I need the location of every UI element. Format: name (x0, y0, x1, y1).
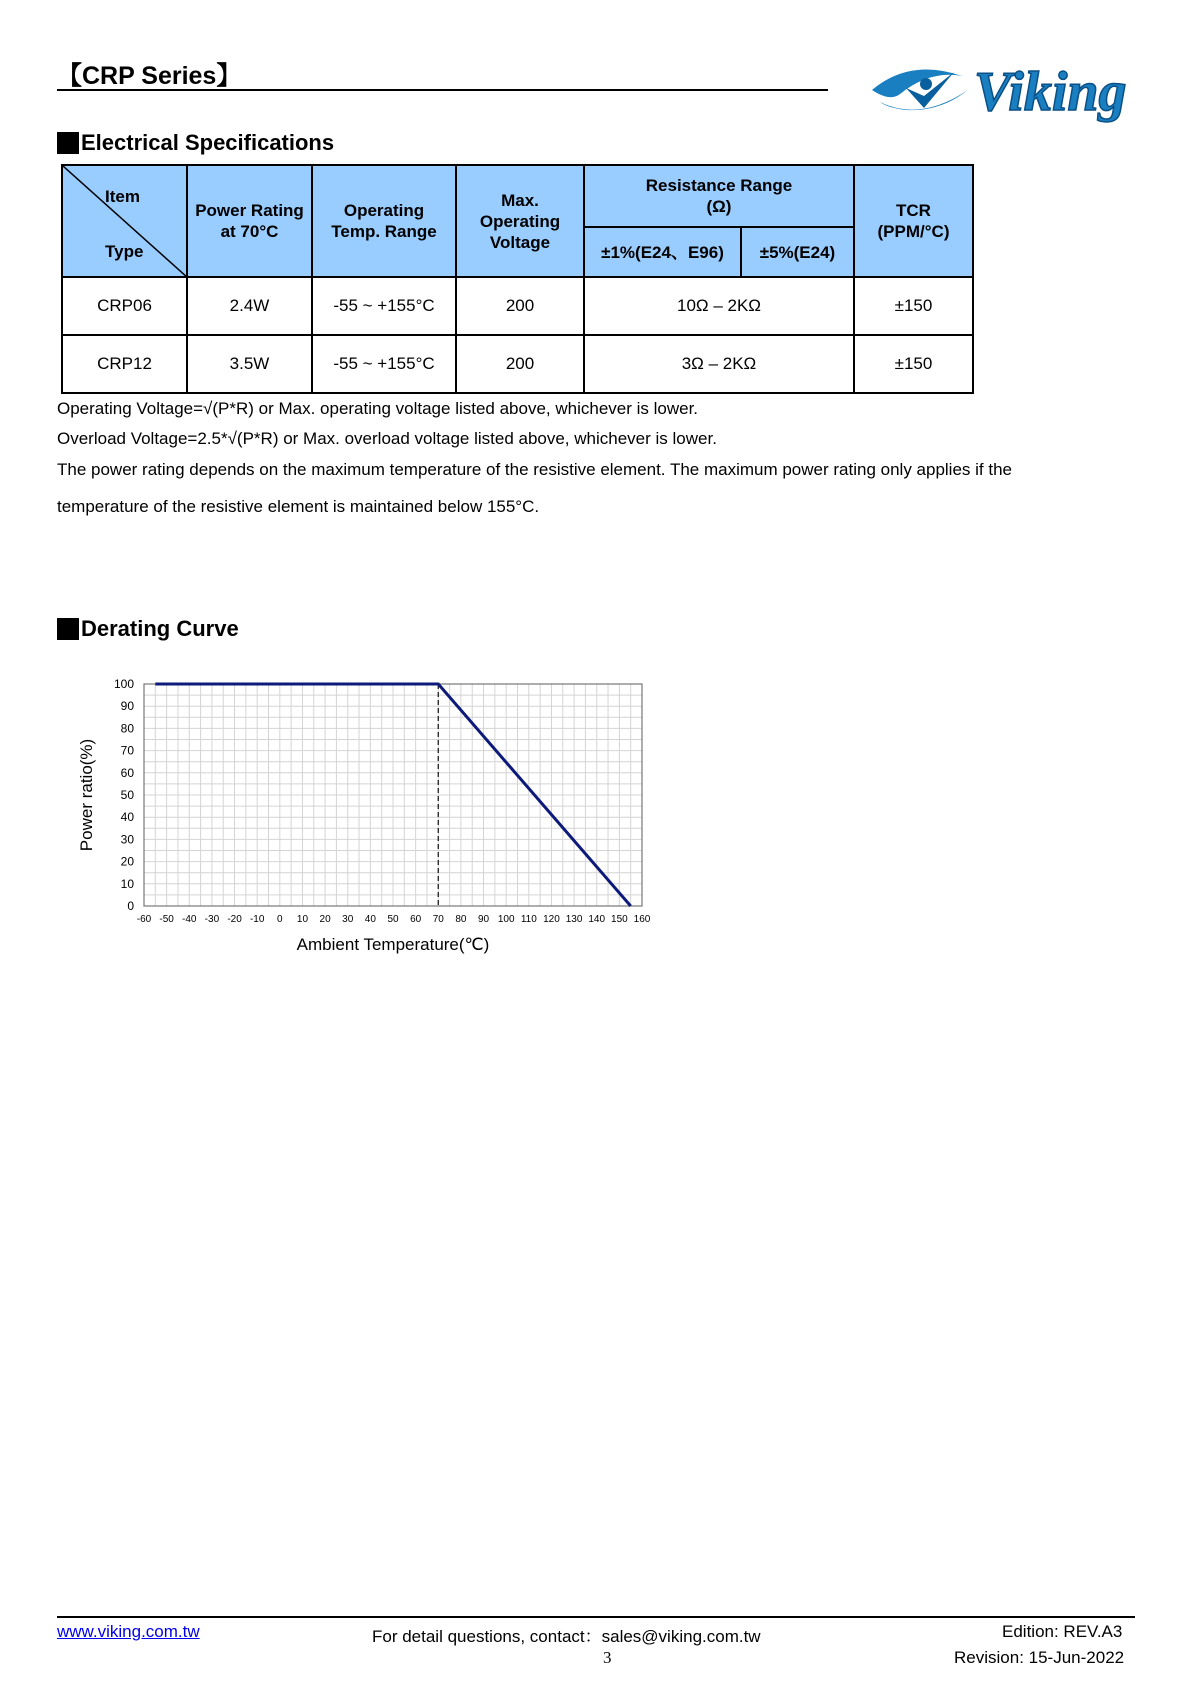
x-tick-label: 120 (543, 914, 560, 925)
x-tick-label: 0 (277, 914, 283, 925)
header-item-type (62, 165, 187, 277)
header-item: Item (105, 187, 140, 206)
y-tick-label: 10 (120, 876, 134, 891)
electrical-section-title: Electrical Specifications (57, 130, 334, 156)
x-axis-label: Ambient Temperature(℃) (296, 935, 490, 954)
cell-tcr: ±150 (854, 277, 973, 335)
header-rule (57, 89, 828, 91)
note-power-rating: The power rating depends on the maximum temperature of the resistive element. The maximum power rating only applies if the (57, 460, 1012, 479)
cell-voltage: 200 (456, 335, 584, 393)
page-number: 3 (603, 1648, 612, 1667)
header-temp-range: Operating Temp. Range (312, 165, 456, 277)
note-operating-voltage: Operating Voltage=√(P*R) or Max. operating voltage listed above, whichever is lower. (57, 399, 699, 418)
edition-text: Edition: REV.A3 (1002, 1622, 1123, 1641)
x-tick-label: -10 (249, 914, 265, 925)
y-tick-label: 20 (120, 854, 134, 869)
x-tick-label: 30 (342, 914, 354, 925)
header-power-rating: Power Rating at 70°C (187, 165, 312, 277)
y-tick-label: 80 (120, 721, 134, 736)
x-tick-label: -50 (159, 914, 174, 925)
cell-resistance: 3Ω – 2KΩ (584, 335, 854, 393)
x-tick-label: -20 (227, 914, 242, 925)
cell-temp: -55 ~ +155°C (312, 277, 456, 335)
x-tick-label: 70 (432, 914, 444, 925)
derating-section-title: Derating Curve (57, 616, 239, 642)
series-title: 【CRP Series】 (57, 62, 242, 90)
header-max-voltage: Max. Operating Voltage (456, 165, 584, 277)
x-tick-label: 100 (497, 914, 515, 925)
x-tick-label: 60 (410, 914, 422, 925)
cell-type: CRP06 (62, 277, 187, 335)
x-tick-label: -40 (182, 914, 197, 925)
x-tick-label: 80 (455, 914, 467, 925)
cell-power: 3.5W (187, 335, 312, 393)
cell-resistance: 10Ω – 2KΩ (584, 277, 854, 335)
footer-rule (57, 1616, 1135, 1618)
y-tick-label: 50 (120, 788, 134, 802)
y-tick-label: 40 (120, 810, 134, 825)
x-tick-label: 140 (588, 914, 606, 925)
x-tick-label: 10 (296, 914, 309, 925)
eye-logo-icon (872, 70, 968, 111)
x-tick-label: 40 (364, 914, 376, 925)
header-tcr: TCR (PPM/°C) (854, 165, 973, 277)
y-tick-label: 90 (120, 699, 134, 714)
header-tolerance-1: ±1%(E24、E96) (584, 227, 741, 277)
cell-voltage: 200 (456, 277, 584, 335)
cell-type: CRP12 (62, 335, 187, 393)
x-tick-label: 110 (520, 914, 537, 925)
x-tick-label: 50 (387, 914, 399, 925)
header-type: Type (105, 242, 144, 261)
header-tolerance-5: ±5%(E24) (741, 227, 854, 277)
viking-logo (870, 50, 1140, 130)
y-tick-label: 70 (120, 743, 134, 758)
table-row (62, 277, 973, 335)
x-tick-label: -30 (204, 914, 220, 925)
y-axis-label: Power ratio(%) (77, 738, 96, 852)
x-tick-label: -60 (136, 914, 152, 925)
derating-chart (75, 670, 715, 980)
x-tick-label: 150 (611, 914, 628, 925)
cell-temp: -55 ~ +155°C (312, 335, 456, 393)
note-overload-voltage: Overload Voltage=2.5*√(P*R) or Max. overload voltage listed above, whichever is lower. (57, 429, 717, 448)
y-tick-label: 100 (113, 677, 134, 691)
cell-tcr: ±150 (854, 335, 973, 393)
electrical-spec-table (61, 164, 974, 394)
revision-text: Revision: 15-Jun-2022 (954, 1648, 1125, 1667)
x-tick-label: 130 (565, 914, 583, 925)
note-power-rating-cont: temperature of the resistive element is maintained below 155°C. (57, 497, 540, 516)
y-tick-label: 30 (120, 832, 134, 847)
x-tick-label: 160 (633, 914, 651, 925)
y-tick-label: 0 (127, 899, 134, 913)
website-link[interactable]: www.viking.com.tw (57, 1622, 200, 1641)
x-tick-label: 90 (477, 914, 490, 925)
logo-wordmark: Viking (974, 61, 1127, 123)
header-resistance-range: Resistance Range (Ω) (584, 165, 854, 227)
y-tick-label: 60 (120, 765, 134, 780)
contact-text: For detail questions, contact：sales@viking.com.tw (372, 1627, 761, 1646)
bullet-square-icon (57, 132, 79, 154)
bullet-square-icon (57, 618, 79, 640)
cell-power: 2.4W (187, 277, 312, 335)
x-tick-label: 20 (319, 914, 331, 925)
table-row (62, 335, 973, 393)
